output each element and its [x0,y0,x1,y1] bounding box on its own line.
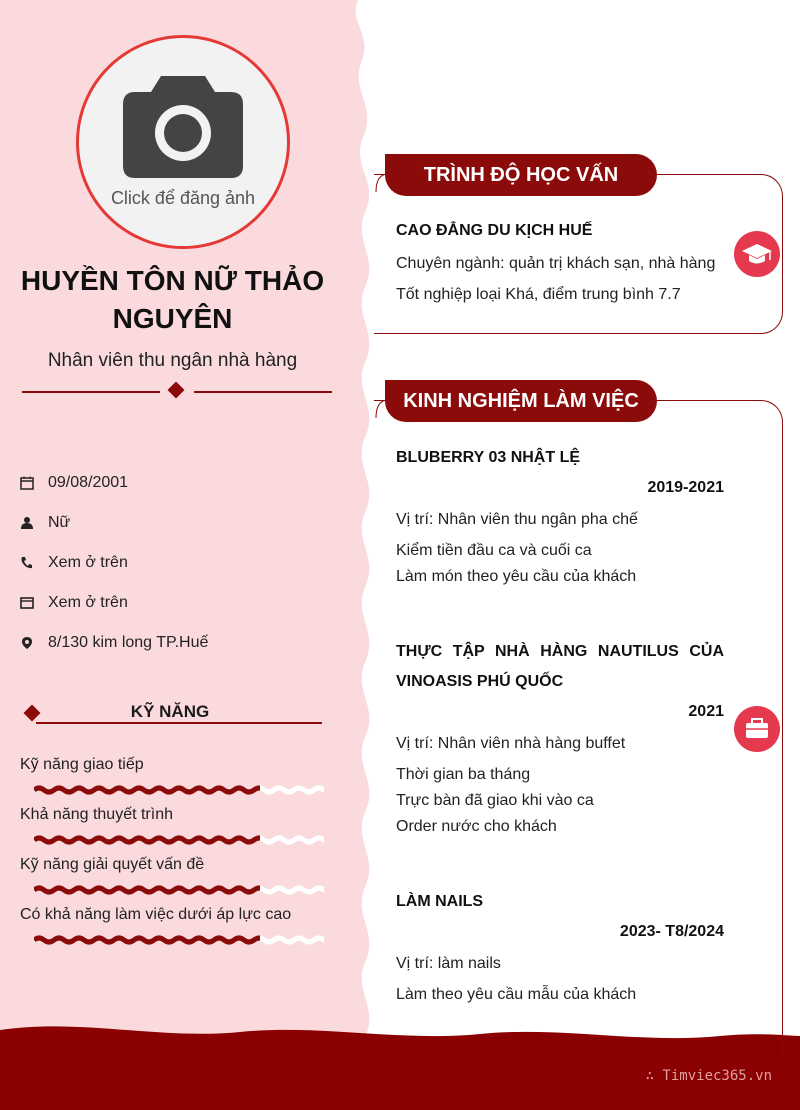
job-line: Vị trí: Nhân viên nhà hàng buffet [396,735,626,752]
job-line: Vị trí: Nhân viên thu ngân pha chế [396,511,638,528]
phone-row [20,554,128,572]
skill-level-bar [34,933,324,947]
user-icon [20,516,34,530]
education-school: CAO ĐẲNG DU KỊCH HUẾ [396,222,593,239]
job-line: Làm theo yêu cầu mẫu của khách [396,986,637,1003]
experience-heading: KINH NGHIỆM LÀM VIỆC [385,380,657,422]
skill-label: Khả năng thuyết trình [20,806,173,823]
education-line: Tốt nghiệp loại Khá, điểm trung bình 7.7 [396,286,681,303]
job-company: THỰC TẬP NHÀ HÀNG NAUTILUS CỦA [396,643,724,660]
name-divider [22,382,332,402]
job-company: LÀM NAILS [396,893,484,910]
job-date: 2023- T8/2024 [619,923,724,940]
education-icon-badge [734,231,780,277]
job-date: 2021 [688,703,724,720]
job-line: Thời gian ba tháng [396,766,531,783]
skill-level-bar [34,883,324,897]
skills-heading: KỸ NĂNG [130,702,210,721]
job-company: BLUBERRY 03 NHẬT LỆ [396,449,581,466]
avatar-upload[interactable] [76,35,290,249]
skill-label: Kỹ năng giải quyết vấn đề [20,856,205,873]
job-date: 2019-2021 [647,479,724,496]
camera-icon [121,70,245,182]
address-row [20,634,208,652]
address-value: 8/130 kim long TP.Huế [48,634,209,651]
skill-level-bar [34,833,324,847]
skill-label: Kỹ năng giao tiếp [20,756,144,773]
footer-brand-text: Timviec365.vn [662,1068,772,1084]
graduation-cap-icon [734,231,780,277]
email-value: Xem ở trên [48,594,128,611]
job-line: Vị trí: làm nails [396,955,501,972]
birthday-value: 09/08/2001 [48,474,129,491]
job-title: Nhân viên thu ngân nhà hàng [47,350,298,371]
location-icon [20,636,34,650]
briefcase-icon [734,706,780,752]
footer-brand: ∴ Timviec365.vn [645,1068,772,1084]
phone-icon [20,556,34,570]
candidate-name: HUYỀN TÔN NỮ THẢO NGUYÊN [20,265,325,334]
experience-icon-badge [734,706,780,752]
education-box [374,174,783,334]
birthday-row [20,474,128,492]
education-heading: TRÌNH ĐỘ HỌC VẤN [385,154,657,196]
gender-value: Nữ [48,514,71,531]
skill-label: Có khả năng làm việc dưới áp lực cao [20,906,292,923]
gender-row [20,514,70,532]
photo-upload-hint: Click để đăng ảnh [110,188,256,208]
job-line: Trực bàn đã giao khi vào ca [396,792,594,809]
education-line: Chuyên ngành: quản trị khách sạn, nhà hàng [396,255,716,272]
phone-value: Xem ở trên [48,554,128,571]
job-line: Làm món theo yêu cầu của khách [396,568,637,585]
email-row [20,594,128,612]
skill-level-bar [34,783,324,797]
email-icon [20,596,34,610]
calendar-icon [20,476,34,490]
job-company-cont: VINOASIS PHÚ QUỐC [396,673,564,690]
job-line: Order nước cho khách [396,818,557,835]
job-line: Kiểm tiền đầu ca và cuối ca [396,542,592,559]
